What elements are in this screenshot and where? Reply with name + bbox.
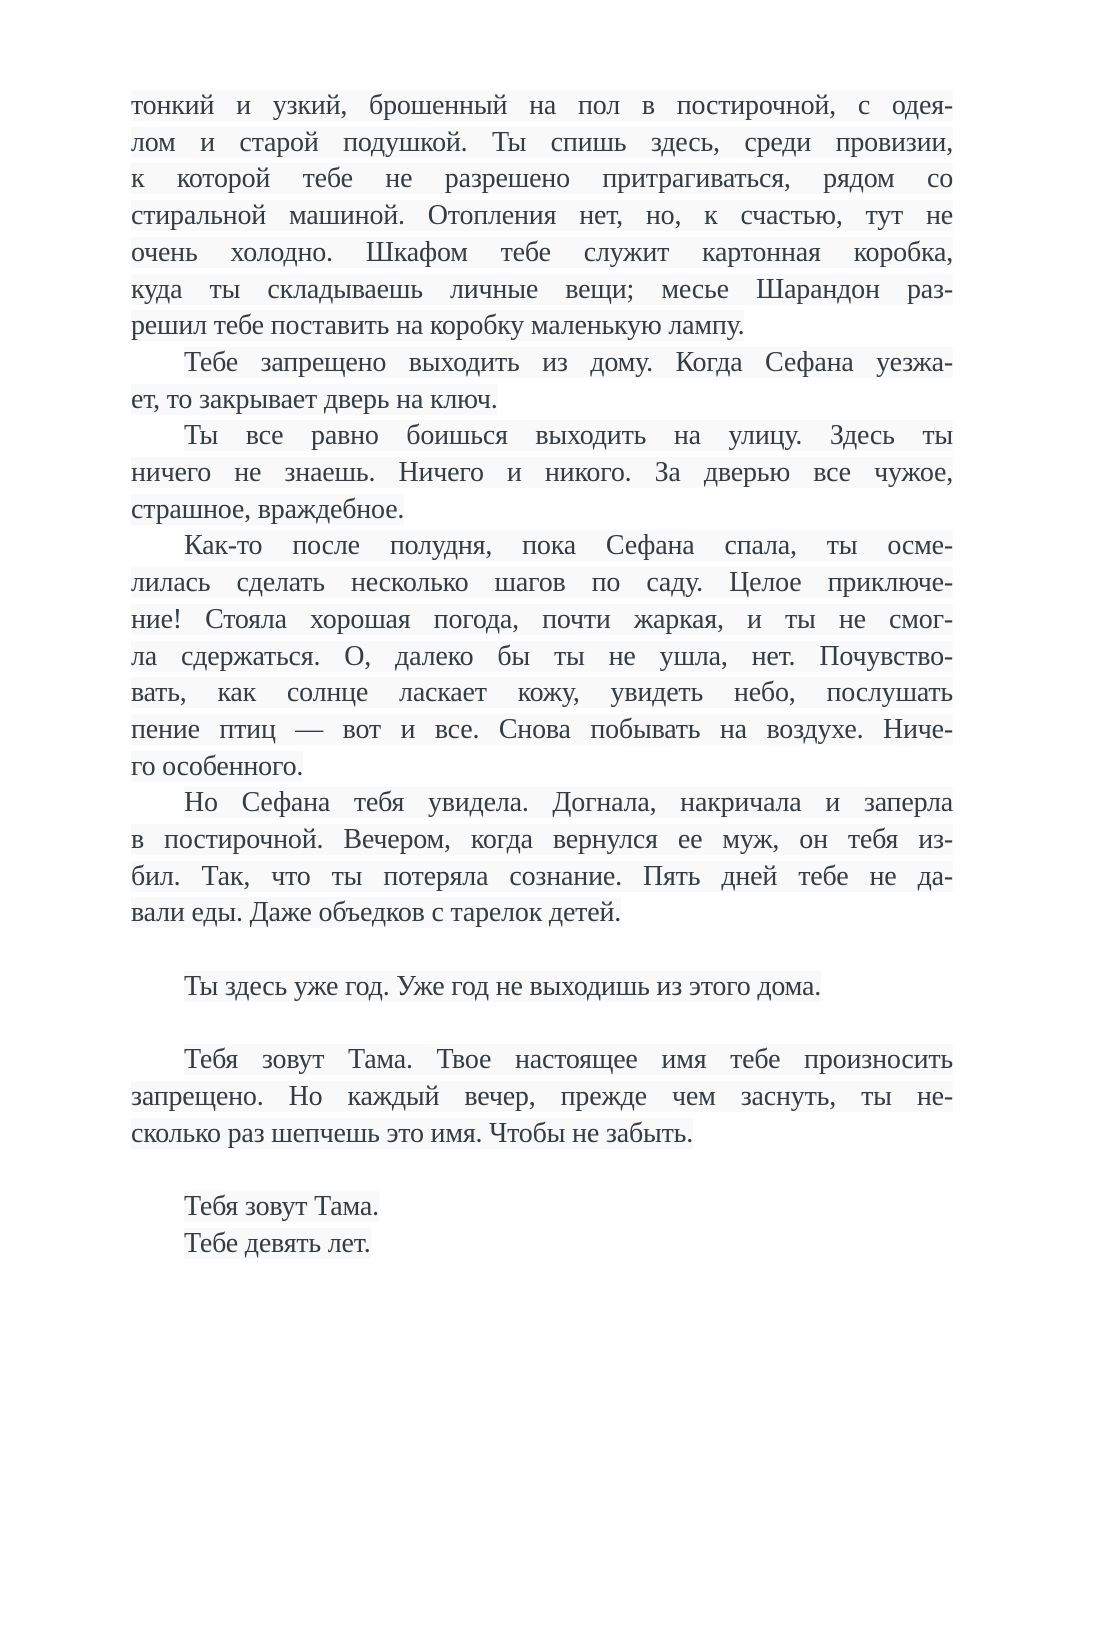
text-line bbox=[131, 675, 953, 712]
text-line bbox=[131, 88, 953, 125]
text-line-text: Тебя зовут Тама. bbox=[184, 1191, 379, 1223]
text-line-text: го особенного. bbox=[131, 750, 304, 782]
text-line-text: Ты здесь уже год. Уже год не выходишь из этого дома. bbox=[184, 970, 822, 1002]
paragraph bbox=[131, 969, 953, 1006]
text-line bbox=[131, 235, 953, 272]
paragraph bbox=[131, 418, 953, 528]
text-line-text: бил. Так, что ты потеряла сознание. Пять дней тебе не да- bbox=[131, 860, 953, 892]
text-line-text: запрещено. Но каждый вечер, прежде чем заснуть, ты не- bbox=[131, 1080, 953, 1112]
text-line-text: решил тебе поставить на коробку маленькую лампу. bbox=[131, 310, 745, 342]
text-line bbox=[131, 308, 953, 345]
text-line bbox=[131, 749, 953, 786]
paragraph bbox=[131, 1189, 953, 1226]
paragraph bbox=[131, 1042, 953, 1152]
text-line-text: сколько раз шепчешь это имя. Чтобы не забыть. bbox=[131, 1117, 694, 1149]
text-line-text: Тебе запрещено выходить из дому. Когда Сефана уезжа- bbox=[184, 346, 953, 378]
text-line-text: в постирочной. Вечером, когда вернулся ее муж, он тебя из- bbox=[131, 824, 953, 856]
text-line-text: Тебе девять лет. bbox=[184, 1227, 371, 1259]
text-line-text: Тебя зовут Тама. Твое настоящее имя тебе произносить bbox=[184, 1044, 953, 1076]
text-line-text: страшное, враждебное. bbox=[131, 493, 405, 525]
text-line bbox=[131, 198, 953, 235]
text-line bbox=[131, 1226, 953, 1263]
text-line-text: пение птиц — вот и все. Снова побывать на воздухе. Ниче- bbox=[131, 713, 953, 745]
text-line bbox=[131, 125, 953, 162]
text-line-text: ла сдержаться. О, далеко бы ты не ушла, нет. Почувство- bbox=[131, 640, 953, 672]
text-line-text: ет, то закрывает дверь на ключ. bbox=[131, 383, 498, 415]
text-line-text: стиральной машиной. Отопления нет, но, к счастью, тут не bbox=[131, 200, 953, 232]
text-line bbox=[131, 822, 953, 859]
text-line bbox=[131, 272, 953, 309]
text-line bbox=[131, 382, 953, 419]
text-line-text: ничего не знаешь. Ничего и никого. За дверью все чужое, bbox=[131, 457, 953, 489]
text-line bbox=[131, 785, 953, 822]
text-line-text: очень холодно. Шкафом тебе служит картонная коробка, bbox=[131, 236, 953, 268]
paragraph bbox=[131, 88, 953, 345]
text-line-text: Но Сефана тебя увидела. Догнала, накричала и заперла bbox=[184, 787, 953, 819]
text-line-text: лилась сделать несколько шагов по саду. Целое приключе- bbox=[131, 567, 953, 599]
text-line bbox=[131, 345, 953, 382]
paragraph bbox=[131, 528, 953, 785]
paragraph bbox=[131, 345, 953, 418]
text-line bbox=[131, 418, 953, 455]
text-line-text: к которой тебе не разрешено притрагиваться, рядом со bbox=[131, 163, 953, 195]
text-line-text: куда ты складываешь личные вещи; месье Шарандон раз- bbox=[131, 273, 953, 305]
text-line bbox=[131, 455, 953, 492]
text-line bbox=[131, 1079, 953, 1116]
text-line-text: ние! Стояла хорошая погода, почти жаркая, и ты не смог- bbox=[131, 603, 953, 635]
text-line-text: Ты все равно боишься выходить на улицу. Здесь ты bbox=[184, 420, 953, 452]
text-line-text: вали еды. Даже объедков с тарелок детей. bbox=[131, 897, 622, 929]
text-line bbox=[131, 161, 953, 198]
text-line bbox=[131, 1189, 953, 1226]
text-line-text: лом и старой подушкой. Ты спишь здесь, среди провизии, bbox=[131, 126, 953, 158]
text-line bbox=[131, 528, 953, 565]
text-line bbox=[131, 712, 953, 749]
text-line-text: вать, как солнце ласкает кожу, увидеть небо, послушать bbox=[131, 677, 953, 709]
text-line bbox=[131, 565, 953, 602]
text-line bbox=[131, 895, 953, 932]
paragraph bbox=[131, 1226, 953, 1263]
text-line bbox=[131, 492, 953, 529]
text-line bbox=[131, 969, 953, 1006]
text-line bbox=[131, 859, 953, 896]
text-line-text: тонкий и узкий, брошенный на пол в постирочной, с одея- bbox=[131, 90, 953, 121]
text-line-text: Как-то после полудня, пока Сефана спала, ты осме- bbox=[184, 530, 953, 562]
text-line bbox=[131, 602, 953, 639]
text-line bbox=[131, 1042, 953, 1079]
text-line bbox=[131, 1116, 953, 1153]
paragraph bbox=[131, 785, 953, 932]
text-line bbox=[131, 639, 953, 676]
